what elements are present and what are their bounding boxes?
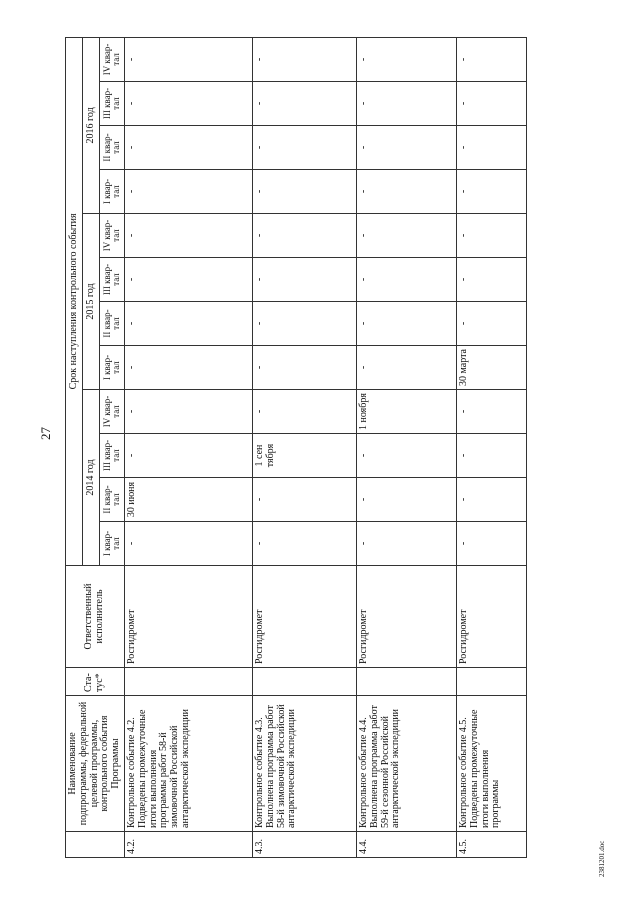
quarter-cell: - <box>456 522 526 566</box>
quarter-cell: - <box>356 258 456 302</box>
row-number: 4.4. <box>356 832 456 858</box>
quarter-cell: - <box>356 434 456 478</box>
quarter-cell: - <box>124 37 252 81</box>
header-status: Ста-тус* <box>66 668 125 696</box>
quarter-cell: - <box>456 258 526 302</box>
control-events-table <box>65 37 527 858</box>
quarter-cell: - <box>356 346 456 390</box>
quarter-cell: - <box>252 346 356 390</box>
rotated-sheet <box>65 38 555 858</box>
quarter-cell: - <box>252 478 356 522</box>
quarter-cell: - <box>356 126 456 170</box>
quarter-cell: - <box>252 214 356 258</box>
quarter-cell: - <box>356 214 456 258</box>
quarter-cell: - <box>124 214 252 258</box>
quarter-cell: - <box>124 390 252 434</box>
header-quarter: II квар-тал <box>100 302 125 346</box>
event-status <box>252 668 356 696</box>
quarter-cell: - <box>252 126 356 170</box>
header-year-2014: 2014 год <box>83 390 100 566</box>
quarter-cell: - <box>356 478 456 522</box>
quarter-cell: - <box>124 170 252 214</box>
header-name: Наименование подпрограммы, федеральной целевой программы, контрольного события Программы <box>66 696 125 832</box>
header-quarter: III квар-тал <box>100 434 125 478</box>
header-quarter: IV квар-тал <box>100 390 125 434</box>
header-quarter: I квар-тал <box>100 170 125 214</box>
header-year-2016: 2016 год <box>83 37 100 213</box>
quarter-cell: - <box>124 126 252 170</box>
header-quarter: IV квар-тал <box>100 214 125 258</box>
page-number: 27 <box>38 427 53 440</box>
header-deadline: Срок наступления контрольного события <box>66 37 83 565</box>
quarter-cell: - <box>124 522 252 566</box>
table-row <box>124 37 252 857</box>
responsible-executor: Росгидромет <box>252 566 356 668</box>
row-number: 4.5. <box>456 832 526 858</box>
row-number: 4.2. <box>124 832 252 858</box>
quarter-cell: - <box>124 346 252 390</box>
quarter-cell: - <box>356 522 456 566</box>
quarter-cell: - <box>124 258 252 302</box>
row-number: 4.3. <box>252 832 356 858</box>
quarter-cell: - <box>456 170 526 214</box>
quarter-cell: - <box>456 478 526 522</box>
table-row <box>456 37 526 857</box>
quarter-cell: - <box>356 302 456 346</box>
header-quarter: I квар-тал <box>100 522 125 566</box>
quarter-cell: - <box>456 302 526 346</box>
quarter-cell: 30 июня <box>124 478 252 522</box>
quarter-cell: 1 сен тября <box>252 434 356 478</box>
quarter-cell: - <box>456 214 526 258</box>
responsible-executor: Росгидромет <box>456 566 526 668</box>
quarter-cell: - <box>356 37 456 81</box>
responsible-executor: Росгидромет <box>124 566 252 668</box>
quarter-cell: - <box>252 302 356 346</box>
quarter-cell: - <box>252 82 356 126</box>
header-quarter: IV квар-тал <box>100 37 125 81</box>
header-quarter: II квар-тал <box>100 478 125 522</box>
event-status <box>356 668 456 696</box>
quarter-cell: - <box>456 434 526 478</box>
event-name: Контрольное событие 4.4. Выполнена программа работ 59-й сезонной Российской антарктической экспедиции <box>356 696 456 832</box>
quarter-cell: - <box>356 82 456 126</box>
header-num <box>66 832 125 858</box>
header-quarter: III квар-тал <box>100 82 125 126</box>
header-quarter: II квар-тал <box>100 126 125 170</box>
quarter-cell: 1 ноября <box>356 390 456 434</box>
table-row <box>252 37 356 857</box>
header-quarter: I квар-тал <box>100 346 125 390</box>
footer-filename: 2381201.doc <box>598 840 606 877</box>
event-name: Контрольное событие 4.3. Выполнена программа работ 58-й зимовочной Российской антарктической экспедиции <box>252 696 356 832</box>
quarter-cell: - <box>456 126 526 170</box>
event-status <box>456 668 526 696</box>
event-status <box>124 668 252 696</box>
responsible-executor: Росгидромет <box>356 566 456 668</box>
quarter-cell: 30 марта <box>456 346 526 390</box>
header-year-2015: 2015 год <box>83 214 100 390</box>
quarter-cell: - <box>456 82 526 126</box>
quarter-cell: - <box>252 170 356 214</box>
header-quarter: III квар-тал <box>100 258 125 302</box>
quarter-cell: - <box>252 258 356 302</box>
quarter-cell: - <box>124 302 252 346</box>
event-name: Контрольное событие 4.5. Подведены промежуточные итоги выполнения программы <box>456 696 526 832</box>
header-responsible: Ответственный исполнитель <box>66 566 125 668</box>
quarter-cell: - <box>252 390 356 434</box>
quarter-cell: - <box>356 170 456 214</box>
quarter-cell: - <box>124 434 252 478</box>
quarter-cell: - <box>252 522 356 566</box>
event-name: Контрольное событие 4.2. Подведены промежуточные итоги выполнения программы работ 58-й зимовочной Российской антарктической экспедиции <box>124 696 252 832</box>
table-row <box>356 37 456 857</box>
quarter-cell: - <box>456 37 526 81</box>
quarter-cell: - <box>124 82 252 126</box>
quarter-cell: - <box>252 37 356 81</box>
quarter-cell: - <box>456 390 526 434</box>
